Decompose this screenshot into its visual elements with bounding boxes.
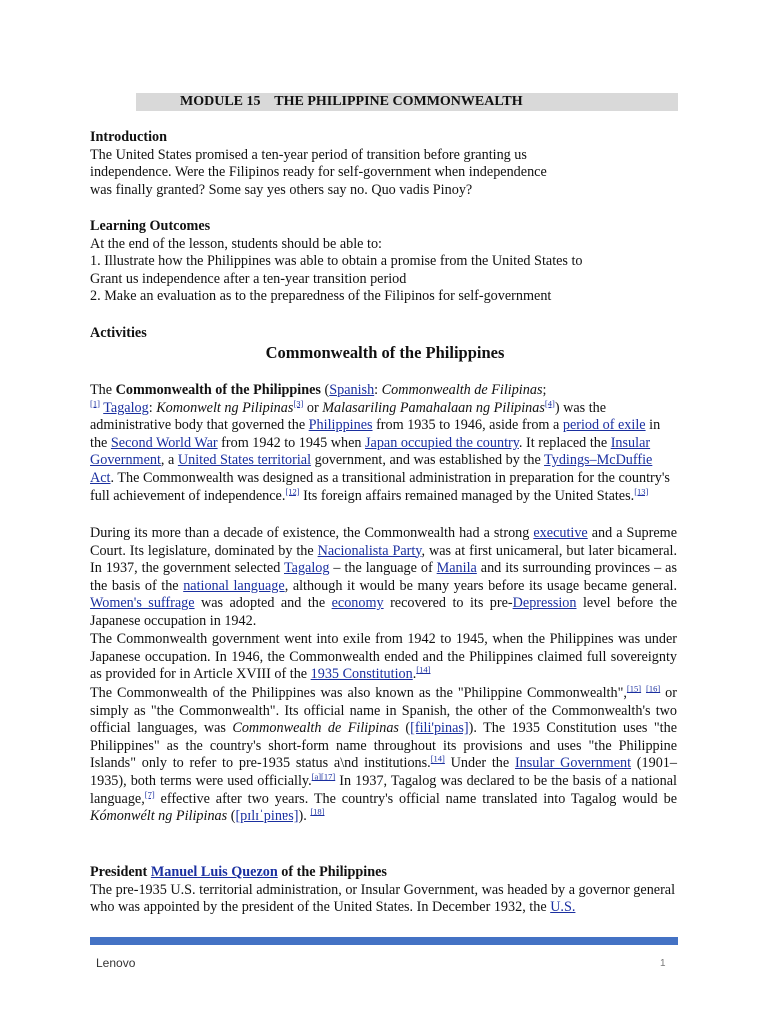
link-tagalog[interactable]: Tagalog — [103, 399, 149, 416]
footer-author: Lenovo — [96, 956, 136, 970]
introduction-heading: Introduction — [90, 129, 167, 145]
article-paragraph-1 — [90, 382, 676, 505]
outcome-line: 1. Illustrate how the Philippines was able to obtain a promise from the United States to — [90, 253, 583, 270]
paragraph-text: The Commonwealth of the Philippines was also known as the "Philippine Commonwealth",[15] [16] or simply as "the Commonwealth". Its official name in Spanish, the other of the Commonwealth's two official languages, was Commonwealth de Filipinas ([fili'pinas]). The 1935 Constitution uses "the Philippines" as the country's short-form name throughout its provisions and uses "the Philippine Islands" only to refer to pre-1935 status a\nd institutions.[14] Under the Insular Government (1901–1935), both terms were used officially.[a][17] In 1937, Tagalog was declared to be the basis of a national language,[7] effective after two years. The country's official name translated into Tagalog would be Kómonwélt ng Pilipinas ([pɪlɪˈpinɐs]). [18] — [90, 683, 678, 825]
citation-14[interactable]: [14] — [430, 753, 445, 764]
article-paragraph-4 — [90, 685, 677, 826]
link-us-territorial[interactable]: United States territorial — [177, 452, 312, 469]
article-title: Commonwealth of the Philippines — [265, 343, 505, 362]
outcome-line: At the end of the lesson, students should be able to: — [90, 235, 382, 252]
citation-1[interactable]: [1] — [90, 397, 100, 408]
link-executive[interactable]: executive — [533, 525, 588, 541]
link-manila[interactable]: Manila — [436, 560, 477, 577]
link-depression[interactable]: Depression — [512, 595, 577, 612]
page-number: 1 — [660, 958, 666, 969]
article-paragraph-2 — [90, 525, 677, 631]
link-pronunciation-filipinas[interactable]: [fili'pinas] — [410, 720, 469, 737]
citation-13[interactable]: [13] — [634, 485, 649, 496]
link-tagalog[interactable]: Tagalog — [283, 560, 330, 577]
link-national-language[interactable]: national language — [183, 577, 285, 594]
citation-15[interactable]: [15] — [626, 683, 642, 694]
intro-line: was finally granted? Some say yes others say no. Quo vadis Pinoy? — [90, 181, 473, 198]
link-spanish[interactable]: Spanish — [329, 382, 375, 398]
link-1935-constitution[interactable]: 1935 Constitution — [310, 666, 413, 683]
activities-heading: Activities — [90, 325, 147, 341]
president-section — [90, 864, 678, 917]
paragraph-text: The Commonwealth government went into exile from 1942 to 1945, when the Philippines was under Japanese occupation. In 1946, the Commonwealth ended and the Philippines claimed full sovereignty as provided for in Article XVIII of the 1935 Constitution.[14] — [90, 631, 677, 683]
link-tydings-mcduffie[interactable]: Tydings–McDuffie Act — [90, 452, 653, 486]
link-manuel-luis-quezon[interactable]: Manuel Luis Quezon — [150, 864, 278, 880]
citation-7[interactable]: [7] — [144, 788, 155, 799]
learning-outcomes-section — [90, 218, 680, 306]
footer-rule — [90, 937, 678, 945]
link-period-of-exile[interactable]: period of exile — [562, 417, 646, 434]
citation-16[interactable]: [16] — [646, 683, 661, 694]
link-insular-government[interactable]: Insular Government — [90, 434, 651, 469]
paragraph-text: The pre-1935 U.S. territorial administration, or Insular Government, was headed by a governor general who was appointed by the president of the United States. In December 1932, the U.S. — [90, 881, 676, 916]
link-us[interactable]: U.S. — [550, 899, 576, 916]
link-pronunciation-pilipinas[interactable]: [pɪlɪˈpinɐs] — [235, 808, 299, 825]
citation-3[interactable]: [3] — [293, 397, 304, 408]
citation-a-17[interactable]: [a][17] — [311, 771, 336, 782]
introduction-section — [90, 129, 680, 199]
link-japan-occupied[interactable]: Japan occupied the country — [365, 434, 519, 451]
learning-outcomes-heading: Learning Outcomes — [90, 218, 211, 234]
citation-14[interactable]: [14] — [416, 664, 431, 675]
activities-section — [90, 325, 680, 343]
article-paragraph-3 — [90, 631, 677, 684]
module-title: MODULE 15 THE PHILIPPINE COMMONWEALTH — [180, 94, 523, 109]
citation-4[interactable]: [4] — [544, 397, 555, 408]
citation-18[interactable]: [18] — [310, 806, 325, 817]
link-philippines[interactable]: Philippines — [308, 417, 373, 434]
link-womens-suffrage[interactable]: Women's suffrage — [90, 595, 195, 612]
paragraph-text: The Commonwealth of the Philippines (Spanish: Commonwealth de Filipinas; [1] Tagalog: Komonwelt ng Pilipinas[3] or Malasariling Pamahalaan ng Pilipinas[4]) was the administrative body that governed the Philippines from 1935 to 1946, aside from a period of exile in the Second World War from 1942 to 1945 when Japan occupied the country. It replaced the Insular Government, a United States territorial government, and was established by the Tydings–McDuffie Act. The Commonwealth was designed as a transitional administration in preparation for the country's full achievement of independence.[12] Its foreign affairs remained managed by the United States.[13] — [90, 382, 670, 504]
president-heading: President Manuel Luis Quezon of the Philippines — [90, 864, 387, 880]
citation-12[interactable]: [12] — [285, 485, 300, 496]
paragraph-text: During its more than a decade of existence, the Commonwealth had a strong executive and a Supreme Court. Its legislature, dominated by the Nacionalista Party, was at first unicameral, but later bicameral. In 1937, the government selected Tagalog – the language of Manila and its surrounding provinces – as the basis of the national language, although it would be many years before its usage became general. Women's suffrage was adopted and the economy recovered to its pre-Depression level before the Japanese occupation in 1942. — [90, 525, 678, 629]
intro-line: independence. Were the Filipinos ready for self-government when independence — [90, 164, 547, 181]
outcome-line: 2. Make an evaluation as to the preparedness of the Filipinos for self-government — [90, 288, 552, 305]
link-economy[interactable]: economy — [331, 595, 384, 612]
link-second-world-war[interactable]: Second World War — [110, 434, 218, 451]
link-insular-government[interactable]: Insular Government — [514, 755, 632, 772]
link-nacionalista-party[interactable]: Nacionalista Party — [317, 542, 422, 559]
intro-line: The United States promised a ten-year period of transition before granting us — [90, 146, 527, 163]
outcome-line: Grant us independence after a ten-year transition period — [90, 270, 407, 287]
module-title-bar — [136, 93, 678, 111]
